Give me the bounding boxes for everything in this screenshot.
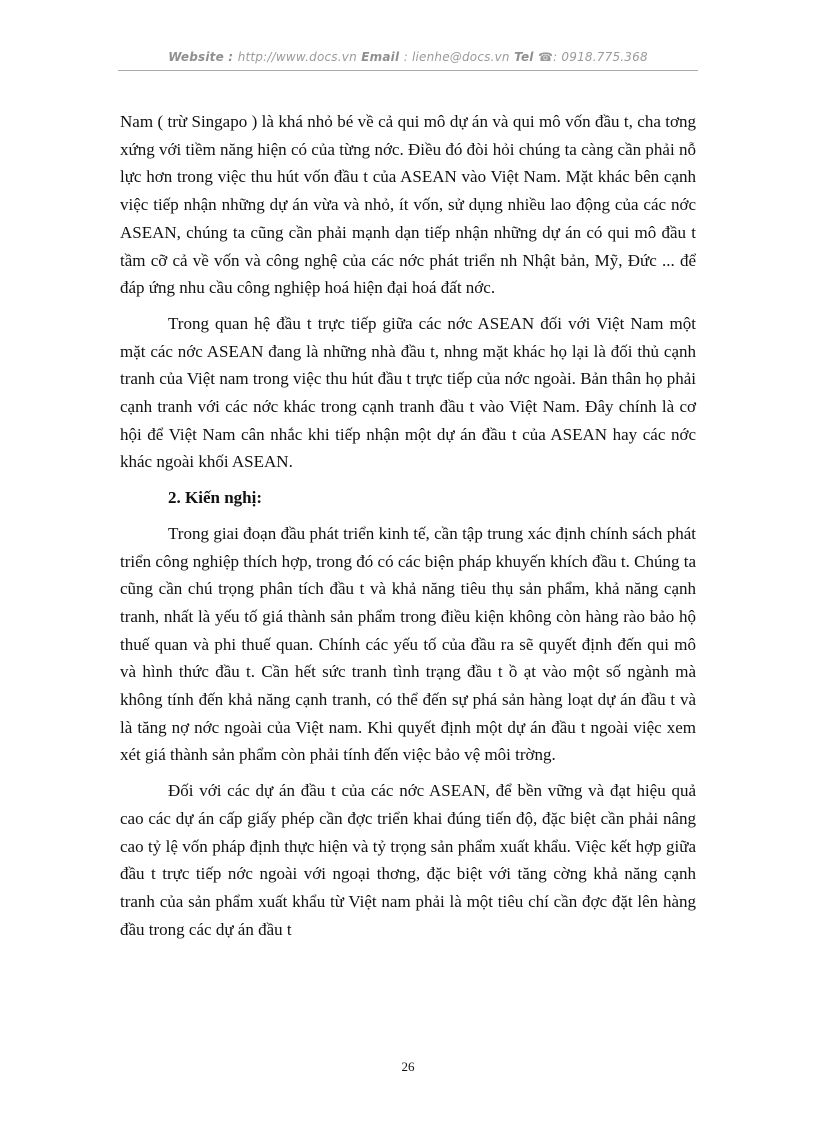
document-body [120, 108, 696, 943]
website-link[interactable]: http://www.docs.vn [237, 50, 357, 64]
tel-value: : 0918.775.368 [553, 50, 648, 64]
header-divider [118, 70, 698, 71]
paragraph-1: Nam ( trừ Singapo ) là khá nhỏ bé về cả qui mô dự án và qui mô vốn đầu t, cha tơng xứng với tiềm năng hiện có của từng nớc. Điều đó đòi hỏi chúng ta càng cần phải nỗ lực hơn trong việc thu hút vốn đầu t của ASEAN vào Việt Nam. Mặt khác bên cạnh việc tiếp nhận những dự án vừa và nhỏ, ít vốn, sử dụng nhiều lao động của các nớc ASEAN, chúng ta cũng cần phải mạnh dạn tiếp nhận những dự án có qui mô đầu t tầm cỡ cả về vốn và công nghệ của các nớc phát triển nh Nhật bản, Mỹ, Đức ... để đáp ứng nhu cầu công nghiệp hoá hiện đại hoá đất nớc. [120, 112, 696, 298]
tel-label: Tel [514, 50, 534, 64]
phone-icon: ☎ [538, 50, 554, 64]
paragraph-4: Đối với các dự án đầu t của các nớc ASEAN, để bền vững và đạt hiệu quả cao các dự án cấp giấy phép cần đợc triển khai đúng tiến độ, đặc biệt cần phải nâng cao tỷ lệ vốn pháp định thực hiện và tỷ trọng sản phẩm xuất khẩu. Việc kết hợp giữa đầu t trực tiếp nớc ngoài với ngoại thơng, đặc biệt với tăng cờng khả năng cạnh tranh của sản phẩm xuất khẩu từ Việt nam phải là một tiêu chí cần đợc đặt lên hàng đầu trong các dự án đầu t [120, 781, 696, 939]
paragraph-3: Trong giai đoạn đầu phát triển kinh tế, cần tập trung xác định chính sách phát triển công nghiệp thích hợp, trong đó có các biện pháp khuyến khích đầu t. Chúng ta cũng cần chú trọng phân tích đầu t và khả năng tiêu thụ sản phẩm, khả năng cạnh tranh, nhất là yếu tố giá thành sản phẩm trong điều kiện không còn hàng rào bảo hộ thuế quan và phi thuế quan. Chính các yếu tố của đầu ra sẽ quyết định đến qui mô và hình thức đầu t. Cần hết sức tranh tình trạng đầu t ồ ạt vào một số ngành mà không tính đến khả năng cạnh tranh, có thể đến sự phá sản hàng loạt dự án đầu t và là tăng nợ nớc ngoài của Việt nam. Khi quyết định một dự án đầu t ngoài việc xem xét giá thành sản phẩm còn phải tính đến việc bảo vệ môi trờng. [120, 523, 696, 765]
page-number: 26 [401, 1059, 415, 1074]
website-label: Website : [168, 50, 234, 64]
email-label: Email [361, 50, 400, 64]
page-header [118, 50, 698, 64]
email-link[interactable]: : lienhe@docs.vn [403, 50, 510, 64]
paragraph-2: Trong quan hệ đầu t trực tiếp giữa các nớc ASEAN đối với Việt Nam một mặt các nớc ASEAN đang là những nhà đầu t, nhng mặt khác họ lại là đối thủ cạnh tranh của Việt nam trong việc thu hút đầu t trực tiếp của nớc ngoài. Bản thân họ phải cạnh tranh với các nớc khác trong cạnh tranh đầu t vào Việt Nam. Đây chính là cơ hội để Việt Nam cân nhắc khi tiếp nhận một dự án đầu t của ASEAN hay các nớc khác ngoài khối ASEAN. [120, 313, 696, 472]
section-heading: 2. Kiến nghị: [168, 488, 262, 508]
